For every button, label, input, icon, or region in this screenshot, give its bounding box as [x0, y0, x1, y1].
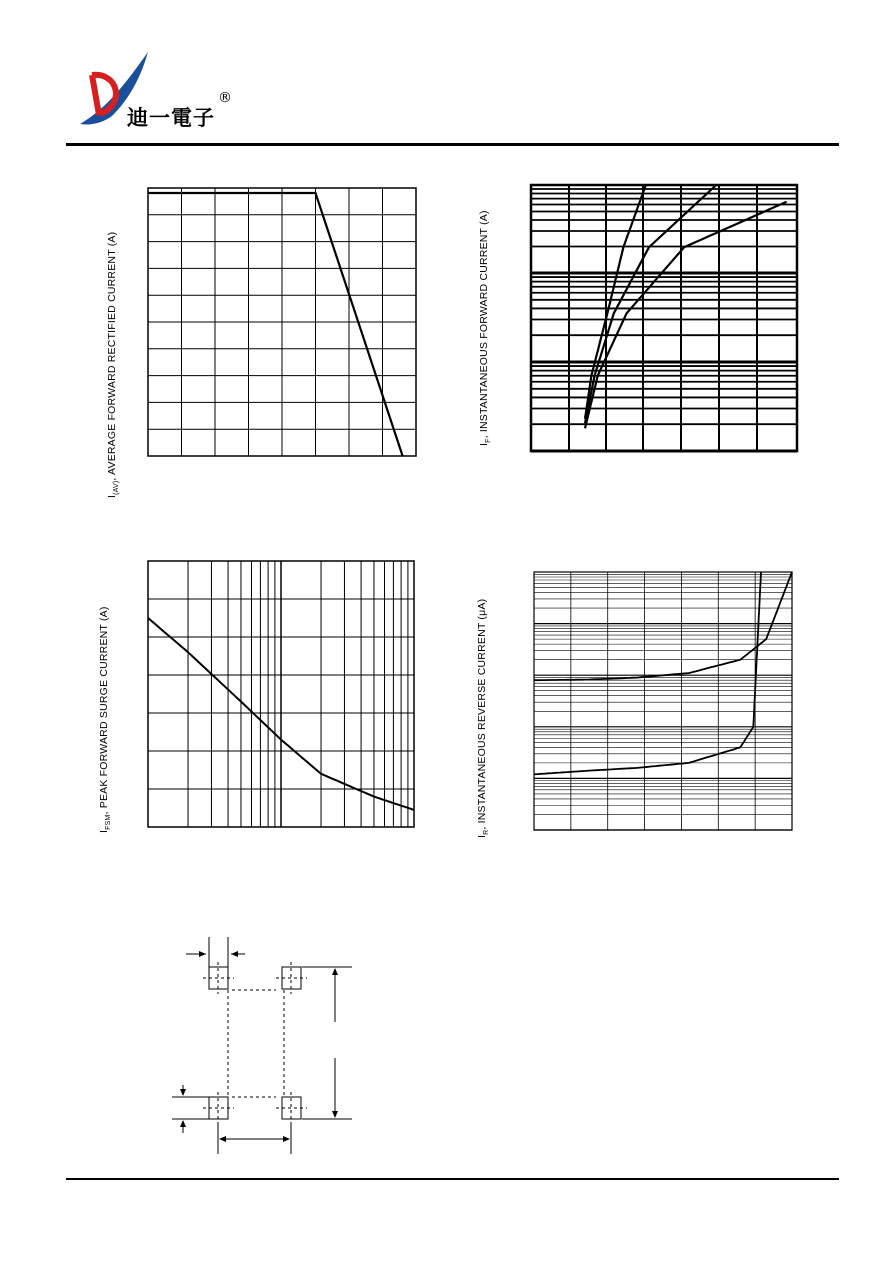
derating-ylabel: $I_{(AV)}$, AVERAGE FORWARD RECTIFIED CURRENT (A): [106, 231, 121, 498]
series-line: [148, 193, 403, 456]
derating-chart: [147, 187, 417, 457]
header-rule: [66, 143, 839, 146]
series-line: [534, 572, 761, 774]
pad-icon: [209, 967, 228, 989]
pad-icon: [209, 1097, 228, 1119]
plot-frame: [534, 572, 792, 830]
registered-mark: ®: [218, 90, 232, 106]
surge-ylabel: $I_{FSM}$, PEAK FORWARD SURGE CURRENT (A): [98, 606, 113, 833]
reverse-chart: [533, 571, 803, 841]
forward-chart: [530, 184, 800, 454]
company-name: 迪一電子: [127, 106, 215, 130]
pad-icon: [282, 967, 301, 989]
dimension-arrow-icon: [180, 951, 338, 1142]
footer-rule: [66, 1178, 839, 1180]
pad-icon: [282, 1097, 301, 1119]
reverse-ylabel: $I_R$, INSTANTANEOUS REVERSE CURRENT (μA): [476, 598, 491, 838]
surge-chart: [147, 560, 417, 830]
forward-ylabel: $I_F$, INSTANTANEOUS FORWARD CURRENT (A): [478, 210, 493, 446]
